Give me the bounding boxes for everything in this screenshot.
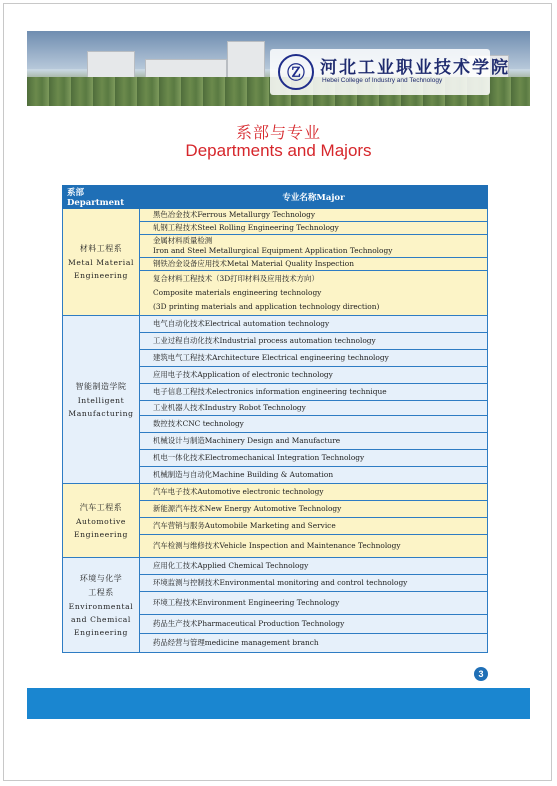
major-name: 药品经营与管理medicine management branch — [153, 638, 319, 647]
major-name: 新能源汽车技术New Energy Automotive Technology — [153, 504, 342, 513]
major-cell — [140, 271, 488, 316]
major-name: 机械设计与制造Machinery Design and Manufacture — [153, 436, 341, 445]
department-cell — [63, 558, 140, 653]
table-row — [63, 209, 488, 222]
table-row — [63, 316, 488, 333]
department-name-cn: 工程系 — [88, 587, 114, 597]
department-name-en: Intelligent — [77, 395, 125, 405]
major-cell — [140, 258, 488, 271]
major-cell — [140, 416, 488, 433]
major-name: 工业机器人技术Industry Robot Technology — [153, 403, 306, 412]
college-name-en: Hebei College of Industry and Technology — [322, 77, 443, 84]
page-title-en: Departments and Majors — [185, 141, 372, 160]
department-cell — [63, 209, 140, 316]
major-name: 汽车电子技术Automotive electronic technology — [153, 487, 324, 496]
major-cell — [140, 592, 488, 615]
college-logo-icon: Ⓩ — [278, 54, 314, 90]
major-name: 建筑电气工程技术Architecture Electrical engineering technology — [153, 353, 389, 362]
major-name: 电气自动化技术Electrical automation technology — [153, 319, 330, 328]
department-name-en: Metal Material — [68, 258, 134, 267]
department-name-en: Automotive — [75, 516, 127, 526]
page-title-cn: 系部与专业 — [235, 123, 321, 142]
major-cell — [140, 575, 488, 592]
major-name: 应用电子技术Application of electronic technology — [153, 370, 333, 379]
major-name: 黑色冶金技术Ferrous Metallurgy Technology — [153, 210, 316, 219]
major-cell — [140, 350, 488, 367]
header-major: 专业名称Major — [140, 186, 488, 209]
major-cell — [140, 222, 488, 235]
major-name: 应用化工技术Applied Chemical Technology — [153, 561, 309, 570]
major-cell — [140, 518, 488, 535]
major-name: 复合材料工程技术（3D打印材料及应用技术方向） — [153, 274, 319, 283]
department-cell — [63, 484, 140, 558]
page-number-badge: 3 — [474, 667, 488, 681]
department-name-en: Manufacturing — [68, 408, 134, 418]
department-name-en: Engineering — [73, 627, 128, 637]
major-name: 药品生产技术Pharmaceutical Production Technology — [153, 619, 345, 628]
table-row — [63, 558, 488, 575]
department-name-cn: 智能制造学院 — [75, 381, 127, 391]
major-cell — [140, 484, 488, 501]
major-name-line: Composite materials engineering technology — [153, 288, 322, 297]
major-cell — [140, 535, 488, 558]
major-name: 汽车营销与服务Automobile Marketing and Service — [153, 521, 336, 530]
department-group-materials — [63, 209, 488, 316]
major-name: 环境监测与控制技术Environmental monitoring and control technology — [153, 578, 408, 587]
major-cell — [140, 450, 488, 467]
major-name: 轧钢工程技术Steel Rolling Engineering Technology — [153, 223, 339, 232]
major-name: 电子信息工程技术electronics information engineering technique — [153, 387, 387, 396]
department-name-cn: 汽车工程系 — [79, 502, 123, 512]
department-group-environmental-chemical — [63, 558, 488, 653]
major-name: 工业过程自动化技术Industrial process automation technology — [153, 336, 376, 345]
major-cell — [140, 384, 488, 401]
header-banner — [27, 31, 530, 106]
major-name: 钢铁冶金设备应用技术Metal Material Quality Inspection — [153, 259, 354, 268]
major-name-line: (3D printing materials and application technology direction) — [153, 302, 380, 311]
major-cell — [140, 235, 488, 258]
major-cell — [140, 615, 488, 634]
major-name: 机电一体化技术Electromechanical Integration Technology — [153, 453, 365, 462]
major-cell — [140, 634, 488, 653]
college-title-card — [270, 49, 510, 95]
header-department: 系部 Department — [63, 186, 140, 209]
major-cell — [140, 501, 488, 518]
footer-band — [27, 688, 530, 719]
major-cell — [140, 558, 488, 575]
department-group-intelligent-manufacturing — [63, 316, 488, 484]
major-cell — [140, 316, 488, 333]
department-name-en: Engineering — [73, 529, 128, 539]
department-name-cn: 材料工程系 — [79, 244, 123, 253]
department-name-en: Environmental — [68, 601, 134, 611]
major-cell — [140, 333, 488, 350]
major-cell — [140, 401, 488, 416]
major-name: 数控技术CNC technology — [153, 419, 244, 428]
major-cell — [140, 367, 488, 384]
major-name: 环境工程技术Environment Engineering Technology — [153, 598, 340, 607]
major-name: 机械制造与自动化Machine Building & Automation — [153, 470, 334, 479]
department-name-en: and Chemical — [71, 614, 131, 624]
major-cell — [140, 209, 488, 222]
departments-majors-table — [62, 185, 488, 653]
major-name: 金属材料质量检测 — [153, 236, 213, 245]
department-name-cn: 环境与化学 — [79, 573, 123, 583]
department-cell — [63, 316, 140, 484]
major-cell — [140, 433, 488, 450]
department-name-en: Engineering — [73, 271, 128, 280]
table-header-row — [63, 186, 488, 209]
table-row — [63, 484, 488, 501]
major-cell — [140, 467, 488, 484]
major-name-line: Iron and Steel Metallurgical Equipment Application Technology — [153, 246, 393, 255]
department-group-automotive — [63, 484, 488, 558]
major-name: 汽车检测与维修技术Vehicle Inspection and Maintenance Technology — [153, 541, 401, 550]
college-name-cn: 河北工业职业技术学院 — [320, 58, 510, 78]
